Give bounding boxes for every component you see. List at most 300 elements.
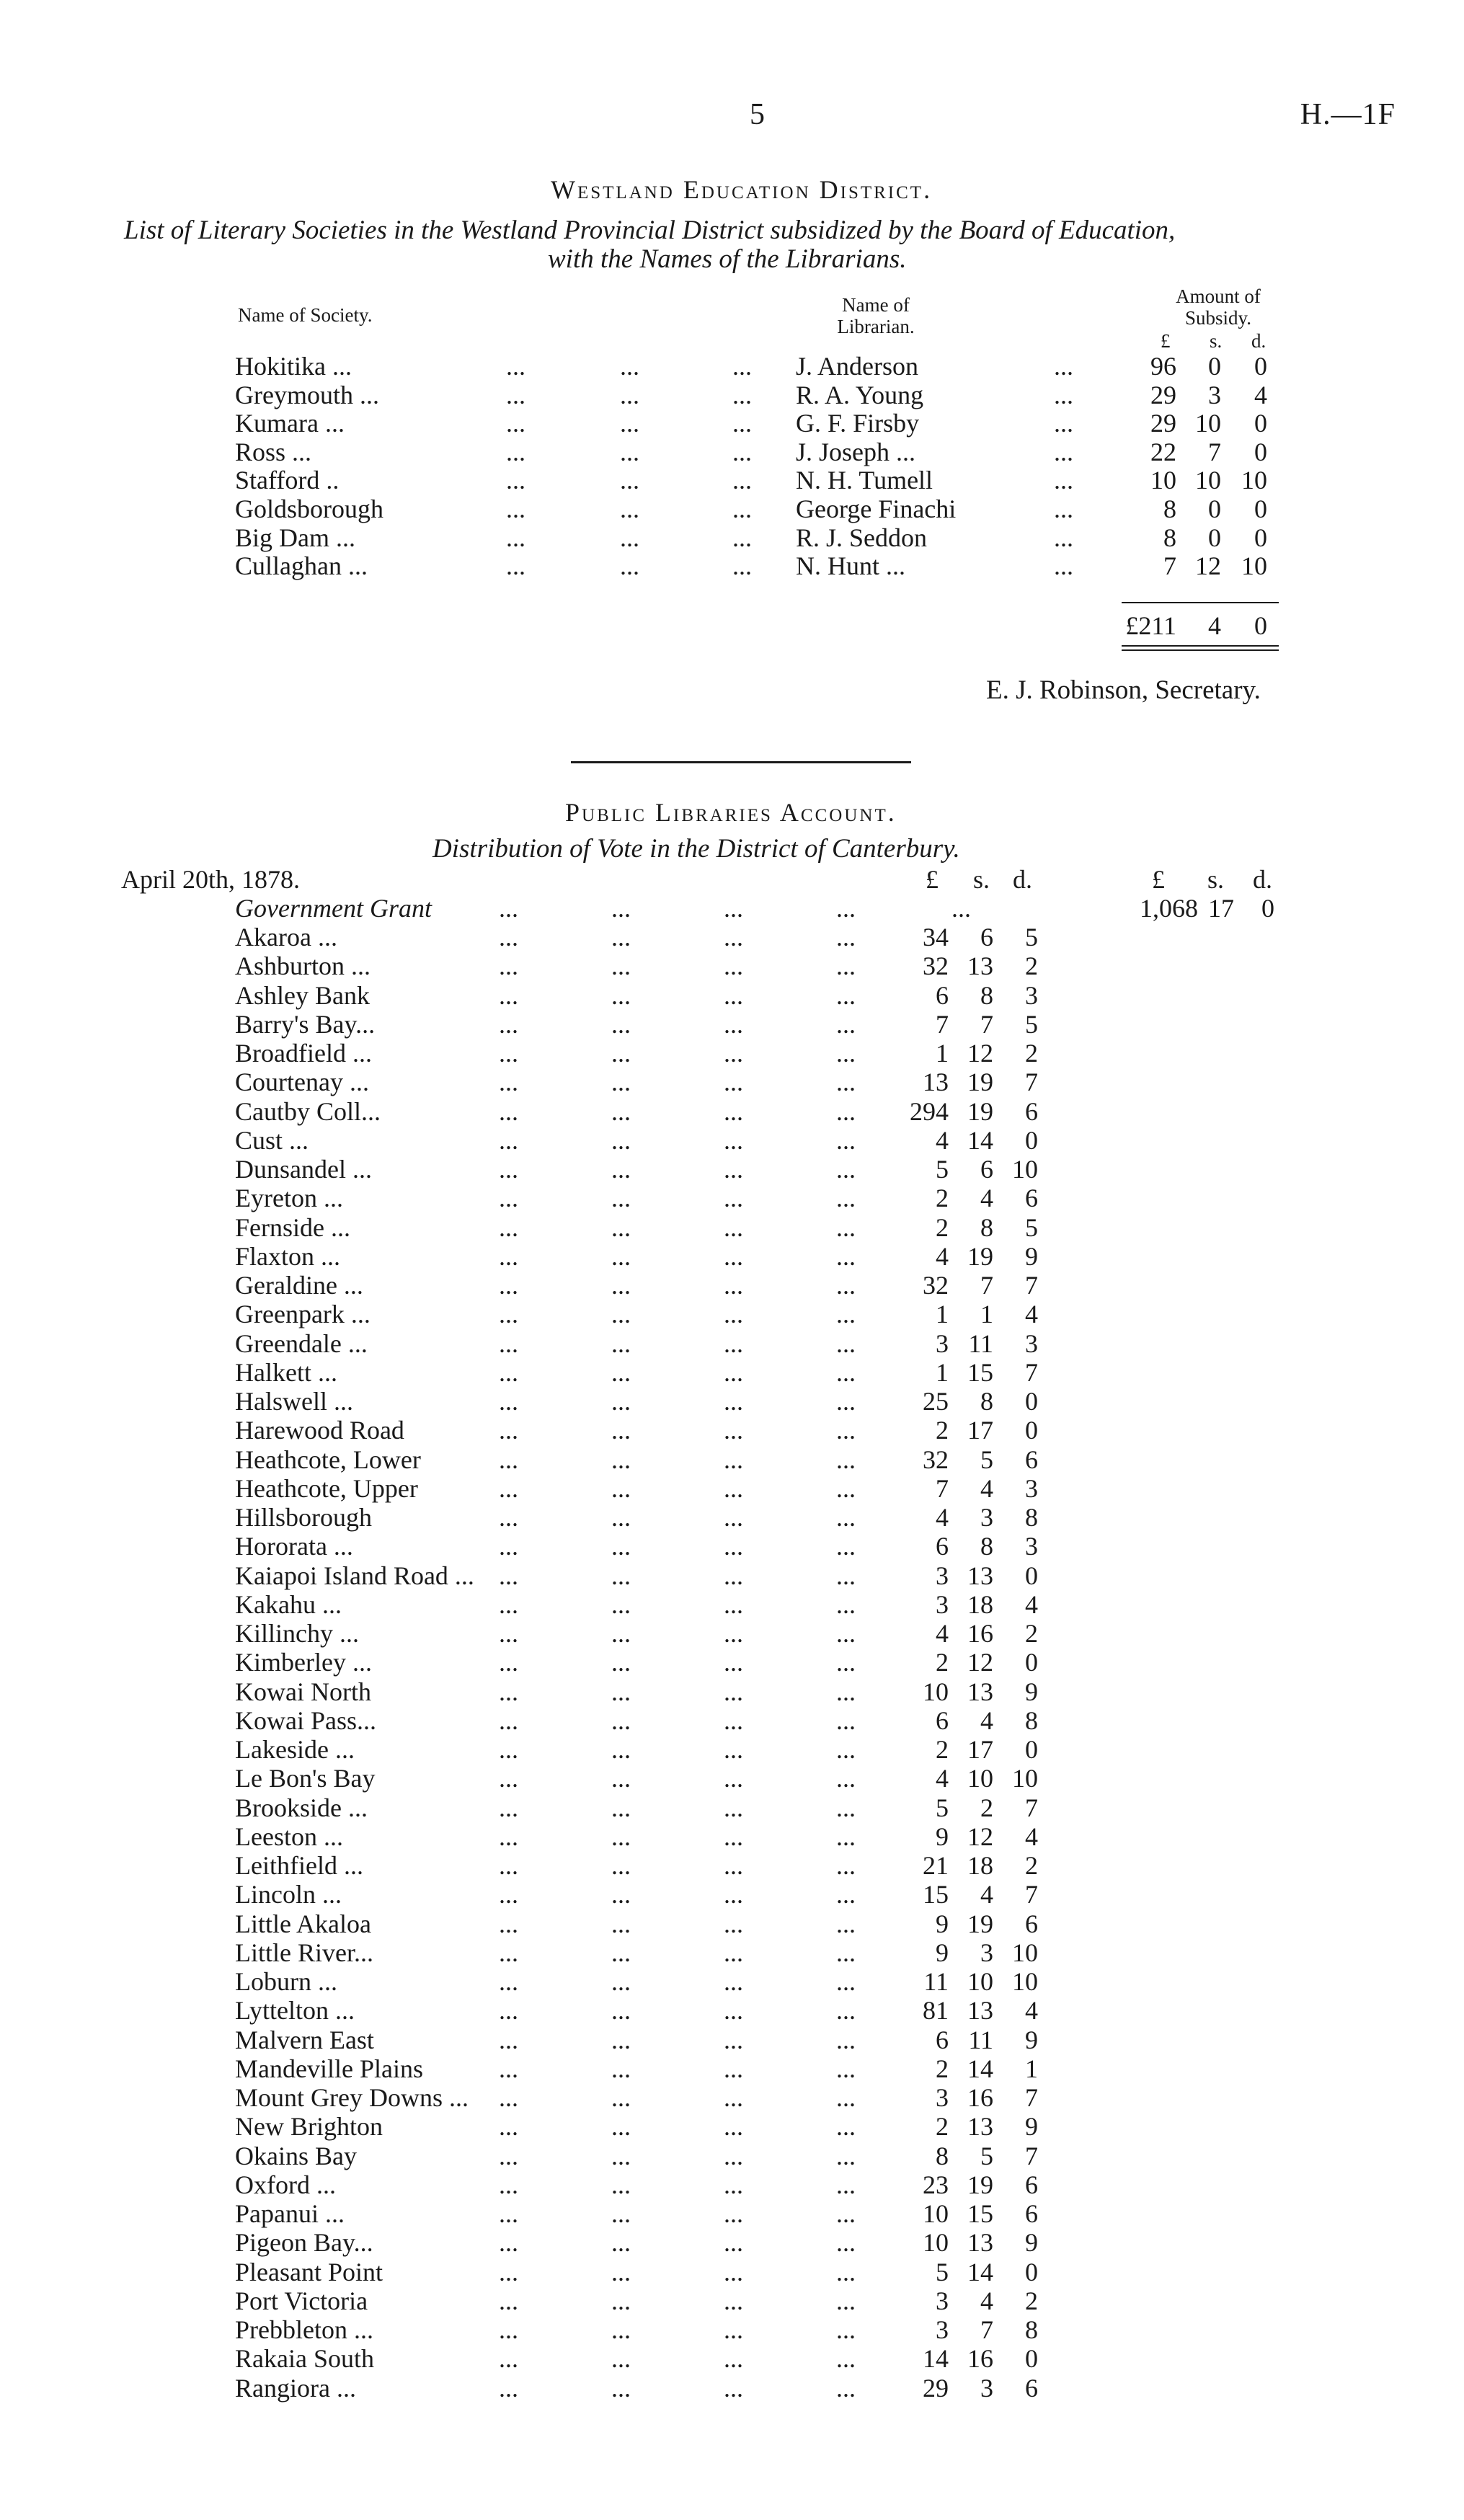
- library-shillings: 5: [980, 1445, 993, 1474]
- library-row: [0, 1387, 1464, 1416]
- library-row: [0, 2374, 1464, 2403]
- library-pence: 7: [1025, 1271, 1038, 1300]
- unit-pence: d.: [1013, 865, 1032, 894]
- library-row: [0, 1329, 1464, 1358]
- leader-dots: ...: [836, 923, 856, 951]
- library-shillings: 16: [967, 2083, 993, 2112]
- library-name: Pigeon Bay...: [235, 2228, 373, 2257]
- libraries-heading: Public Libraries Account.: [565, 798, 897, 827]
- leader-dots: ...: [499, 1851, 518, 1880]
- library-pence: 3: [1025, 981, 1038, 1010]
- library-name: Pleasant Point: [235, 2258, 383, 2286]
- total-rule: [1122, 602, 1279, 603]
- library-pounds: 1: [936, 1300, 949, 1328]
- grant-pounds: 1,068: [1140, 894, 1198, 923]
- leader-dots: ...: [611, 894, 631, 923]
- library-pence: 7: [1025, 1793, 1038, 1822]
- leader-dots: ...: [499, 1329, 518, 1358]
- leader-dots: ...: [836, 1010, 856, 1039]
- library-pence: 7: [1025, 1358, 1038, 1387]
- subsidy-shillings: 10: [1195, 466, 1221, 494]
- library-shillings: 19: [967, 1097, 993, 1126]
- subsidy-pounds: 22: [1150, 438, 1176, 466]
- leader-dots: ...: [506, 466, 525, 494]
- library-shillings: 16: [967, 1619, 993, 1648]
- library-row: [0, 1010, 1464, 1039]
- leader-dots: ...: [611, 1561, 631, 1590]
- library-shillings: 11: [968, 2026, 993, 2054]
- leader-dots: ...: [836, 1445, 856, 1474]
- unit-shillings-total: s.: [1207, 865, 1225, 894]
- subsidy-pounds: 8: [1163, 494, 1176, 523]
- librarian-name: N. Hunt ...: [796, 551, 905, 580]
- library-shillings: 4: [980, 1474, 993, 1503]
- government-grant-label: Government Grant: [235, 894, 432, 923]
- society-row: [0, 381, 1464, 409]
- leader-dots: ...: [724, 2054, 743, 2083]
- library-pence: 7: [1025, 2083, 1038, 2112]
- leader-dots: ...: [620, 551, 639, 580]
- leader-dots: ...: [836, 1648, 856, 1677]
- library-name: Little Akaloa: [235, 1909, 371, 1938]
- westland-subtitle-line2: with the Names of the Librarians.: [548, 244, 907, 274]
- library-shillings: 7: [980, 1010, 993, 1039]
- library-pounds: 2: [936, 2112, 949, 2141]
- leader-dots: ...: [611, 2199, 631, 2228]
- leader-dots: ...: [499, 2344, 518, 2373]
- library-shillings: 17: [967, 1735, 993, 1764]
- leader-dots: ...: [611, 1706, 631, 1735]
- library-pounds: 32: [923, 1271, 949, 1300]
- leader-dots: ...: [836, 2199, 856, 2228]
- library-shillings: 12: [967, 1039, 993, 1068]
- library-name: Barry's Bay...: [235, 1010, 376, 1039]
- leader-dots: ...: [611, 1938, 631, 1967]
- leader-dots: ...: [611, 923, 631, 951]
- subsidy-pence: 4: [1254, 381, 1267, 409]
- library-name: Le Bon's Bay: [235, 1764, 376, 1793]
- society-row: [0, 523, 1464, 552]
- library-shillings: 18: [967, 1851, 993, 1880]
- leader-dots: ...: [724, 1909, 743, 1938]
- library-row: [0, 1503, 1464, 1532]
- leader-dots: ...: [724, 2026, 743, 2054]
- library-name: Okains Bay: [235, 2142, 357, 2170]
- leader-dots: ...: [1054, 494, 1073, 523]
- leader-dots: ...: [499, 1996, 518, 2025]
- library-pounds: 11: [923, 1967, 949, 1996]
- library-shillings: 4: [980, 2286, 993, 2315]
- leader-dots: ...: [732, 466, 752, 494]
- leader-dots: ...: [836, 1474, 856, 1503]
- leader-dots: ...: [611, 1329, 631, 1358]
- library-shillings: 14: [967, 1126, 993, 1155]
- library-pounds: 4: [936, 1619, 949, 1648]
- library-pounds: 14: [923, 2344, 949, 2373]
- library-row: [0, 2170, 1464, 2199]
- subsidy-pence: 0: [1254, 352, 1267, 381]
- leader-dots: ...: [836, 1242, 856, 1271]
- leader-dots: ...: [611, 1213, 631, 1242]
- society-name: Ross ...: [235, 438, 312, 466]
- library-pounds: 3: [936, 2286, 949, 2315]
- library-name: Little River...: [235, 1938, 373, 1967]
- leader-dots: ...: [611, 2026, 631, 2054]
- library-pounds: 2: [936, 1184, 949, 1212]
- library-row: [0, 1532, 1464, 1561]
- library-pounds: 4: [936, 1764, 949, 1793]
- library-row: [0, 1097, 1464, 1126]
- library-pence: 4: [1025, 1822, 1038, 1851]
- leader-dots: ...: [724, 2258, 743, 2286]
- library-row: [0, 2228, 1464, 2257]
- leader-dots: ...: [724, 1996, 743, 2025]
- leader-dots: ...: [611, 1503, 631, 1532]
- leader-dots: ...: [499, 2286, 518, 2315]
- society-name: Hokitika ...: [235, 352, 352, 381]
- library-pounds: 13: [923, 1068, 949, 1096]
- leader-dots: ...: [836, 1851, 856, 1880]
- library-name: Mandeville Plains: [235, 2054, 423, 2083]
- leader-dots: ...: [732, 352, 752, 381]
- leader-dots: ...: [499, 1532, 518, 1561]
- library-row: [0, 2054, 1464, 2083]
- library-shillings: 10: [967, 1967, 993, 1996]
- leader-dots: ...: [732, 438, 752, 466]
- leader-dots: ...: [499, 1068, 518, 1096]
- library-row: [0, 1648, 1464, 1677]
- leader-dots: ...: [836, 1764, 856, 1793]
- leader-dots: ...: [499, 2142, 518, 2170]
- society-row: [0, 466, 1464, 494]
- library-name: Heathcote, Lower: [235, 1445, 421, 1474]
- leader-dots: ...: [611, 2258, 631, 2286]
- leader-dots: ...: [724, 1474, 743, 1503]
- leader-dots: ...: [611, 1851, 631, 1880]
- library-name: Papanui ...: [235, 2199, 345, 2228]
- leader-dots: ...: [499, 1155, 518, 1184]
- leader-dots: ...: [724, 1010, 743, 1039]
- leader-dots: ...: [724, 1619, 743, 1648]
- library-pounds: 2: [936, 1735, 949, 1764]
- leader-dots: ...: [836, 1387, 856, 1416]
- library-name: Leeston ...: [235, 1822, 343, 1851]
- leader-dots: ...: [732, 523, 752, 552]
- leader-dots: ...: [499, 2199, 518, 2228]
- leader-dots: ...: [836, 2286, 856, 2315]
- library-name: Mount Grey Downs ...: [235, 2083, 469, 2112]
- library-row: [0, 1300, 1464, 1328]
- library-name: Leithfield ...: [235, 1851, 363, 1880]
- library-pounds: 7: [936, 1474, 949, 1503]
- leader-dots: ...: [836, 2054, 856, 2083]
- leader-dots: ...: [1054, 466, 1073, 494]
- library-pence: 1: [1025, 2054, 1038, 2083]
- library-pounds: 5: [936, 1155, 949, 1184]
- leader-dots: ...: [836, 1561, 856, 1590]
- column-header-society: Name of Society.: [238, 304, 373, 326]
- library-pence: 0: [1025, 1561, 1038, 1590]
- library-shillings: 18: [967, 1590, 993, 1619]
- leader-dots: ...: [724, 1387, 743, 1416]
- library-name: Killinchy ...: [235, 1619, 359, 1648]
- library-name: Flaxton ...: [235, 1242, 341, 1271]
- leader-dots: ...: [836, 2344, 856, 2373]
- westland-heading: Westland Education District.: [551, 175, 933, 204]
- library-row: [0, 1213, 1464, 1242]
- leader-dots: ...: [620, 466, 639, 494]
- leader-dots: ...: [724, 2374, 743, 2403]
- library-shillings: 19: [967, 1909, 993, 1938]
- leader-dots: ...: [1054, 352, 1073, 381]
- libraries-subtitle: Distribution of Vote in the District of Canterbury.: [432, 834, 960, 864]
- leader-dots: ...: [620, 523, 639, 552]
- leader-dots: ...: [611, 1271, 631, 1300]
- society-row: [0, 551, 1464, 580]
- leader-dots: ...: [724, 951, 743, 980]
- leader-dots: ...: [506, 381, 525, 409]
- librarian-name: R. J. Seddon: [796, 523, 928, 552]
- leader-dots: ...: [620, 352, 639, 381]
- leader-dots: ...: [724, 2170, 743, 2199]
- subsidy-pence: 0: [1254, 523, 1267, 552]
- government-grant-row: [0, 894, 1464, 923]
- library-name: Lyttelton ...: [235, 1996, 355, 2025]
- library-shillings: 13: [967, 2228, 993, 2257]
- leader-dots: ...: [836, 1590, 856, 1619]
- library-row: [0, 1880, 1464, 1909]
- library-pence: 5: [1025, 923, 1038, 951]
- library-pounds: 3: [936, 1590, 949, 1619]
- subsidy-shillings: 12: [1195, 551, 1221, 580]
- library-shillings: 12: [967, 1822, 993, 1851]
- library-name: Loburn ...: [235, 1967, 337, 1996]
- library-shillings: 13: [967, 1677, 993, 1706]
- leader-dots: ...: [724, 981, 743, 1010]
- leader-dots: ...: [499, 981, 518, 1010]
- library-name: Lakeside ...: [235, 1735, 355, 1764]
- library-row: [0, 1996, 1464, 2025]
- total-shillings: 4: [1208, 611, 1221, 640]
- leader-dots: ...: [836, 1735, 856, 1764]
- library-row: [0, 1039, 1464, 1068]
- library-name: Malvern East: [235, 2026, 374, 2054]
- leader-dots: ...: [724, 1300, 743, 1328]
- leader-dots: ...: [499, 1706, 518, 1735]
- library-shillings: 10: [967, 1764, 993, 1793]
- subsidy-pence: 0: [1254, 409, 1267, 438]
- library-row: [0, 1822, 1464, 1851]
- leader-dots: ...: [611, 2286, 631, 2315]
- library-row: [0, 1155, 1464, 1184]
- subsidy-shillings: 7: [1208, 438, 1221, 466]
- leader-dots: ...: [499, 1648, 518, 1677]
- library-shillings: 13: [967, 2112, 993, 2141]
- leader-dots: ...: [506, 551, 525, 580]
- library-shillings: 4: [980, 1880, 993, 1909]
- leader-dots: ...: [836, 2258, 856, 2286]
- library-pence: 6: [1025, 2170, 1038, 2199]
- library-pence: 0: [1025, 1416, 1038, 1445]
- library-name: Ashburton ...: [235, 951, 371, 980]
- subsidy-shillings: 3: [1208, 381, 1221, 409]
- leader-dots: ...: [836, 1996, 856, 2025]
- library-row: [0, 981, 1464, 1010]
- leader-dots: ...: [499, 2170, 518, 2199]
- library-shillings: 6: [980, 923, 993, 951]
- leader-dots: ...: [724, 2344, 743, 2373]
- leader-dots: ...: [836, 1822, 856, 1851]
- leader-dots: ...: [499, 1097, 518, 1126]
- leader-dots: ...: [836, 1155, 856, 1184]
- leader-dots: ...: [611, 1416, 631, 1445]
- library-pounds: 6: [936, 2026, 949, 2054]
- leader-dots: ...: [724, 2142, 743, 2170]
- leader-dots: ...: [499, 1735, 518, 1764]
- library-pounds: 9: [936, 1909, 949, 1938]
- library-row: [0, 1793, 1464, 1822]
- leader-dots: ...: [611, 1068, 631, 1096]
- leader-dots: ...: [724, 1503, 743, 1532]
- library-row: [0, 923, 1464, 951]
- library-name: Cautby Coll...: [235, 1097, 381, 1126]
- library-shillings: 15: [967, 1358, 993, 1387]
- leader-dots: ...: [611, 2228, 631, 2257]
- library-name: Hillsborough: [235, 1503, 373, 1532]
- library-pence: 8: [1025, 1503, 1038, 1532]
- subsidy-shillings: 0: [1208, 523, 1221, 552]
- library-name: Kakahu ...: [235, 1590, 342, 1619]
- library-pounds: 4: [936, 1126, 949, 1155]
- leader-dots: ...: [836, 2026, 856, 2054]
- library-pounds: 2: [936, 1648, 949, 1677]
- library-name: Greenpark ...: [235, 1300, 371, 1328]
- library-name: Akaroa ...: [235, 923, 337, 951]
- library-pence: 6: [1025, 1445, 1038, 1474]
- leader-dots: ...: [724, 1213, 743, 1242]
- leader-dots: ...: [724, 1097, 743, 1126]
- library-pounds: 10: [923, 2199, 949, 2228]
- library-pence: 9: [1025, 2026, 1038, 2054]
- library-pence: 3: [1025, 1474, 1038, 1503]
- subsidy-shillings: 0: [1208, 494, 1221, 523]
- library-shillings: 5: [980, 2142, 993, 2170]
- library-pounds: 9: [936, 1822, 949, 1851]
- leader-dots: ...: [611, 1677, 631, 1706]
- leader-dots: ...: [499, 1503, 518, 1532]
- leader-dots: ...: [611, 1097, 631, 1126]
- leader-dots: ...: [724, 1561, 743, 1590]
- subsidy-pence: 0: [1254, 494, 1267, 523]
- subsidy-pence: 0: [1254, 438, 1267, 466]
- subsidy-pence: 10: [1241, 466, 1267, 494]
- library-shillings: 15: [967, 2199, 993, 2228]
- leader-dots: ...: [611, 2112, 631, 2141]
- leader-dots: ...: [499, 1126, 518, 1155]
- leader-dots: ...: [611, 2083, 631, 2112]
- library-pounds: 3: [936, 1329, 949, 1358]
- leader-dots: ...: [836, 1126, 856, 1155]
- leader-dots: ...: [611, 2374, 631, 2403]
- leader-dots: ...: [724, 1126, 743, 1155]
- column-header-librarian-line1: Name of: [842, 294, 910, 316]
- library-shillings: 8: [980, 1532, 993, 1561]
- library-row: [0, 1706, 1464, 1735]
- leader-dots: ...: [836, 1619, 856, 1648]
- library-row: [0, 1677, 1464, 1706]
- library-row: [0, 1619, 1464, 1648]
- library-shillings: 8: [980, 981, 993, 1010]
- library-name: Kowai North: [235, 1677, 371, 1706]
- library-row: [0, 2344, 1464, 2373]
- leader-dots: ...: [499, 1590, 518, 1619]
- leader-dots: ...: [499, 1764, 518, 1793]
- leader-dots: ...: [836, 1039, 856, 1068]
- library-row: [0, 2026, 1464, 2054]
- leader-dots: ...: [506, 352, 525, 381]
- leader-dots: ...: [499, 2026, 518, 2054]
- leader-dots: ...: [724, 1938, 743, 1967]
- library-pounds: 8: [936, 2142, 949, 2170]
- leader-dots: ...: [499, 1938, 518, 1967]
- library-row: [0, 1445, 1464, 1474]
- librarian-name: George Finachi: [796, 494, 957, 523]
- leader-dots: ...: [724, 894, 743, 923]
- leader-dots: ...: [499, 1909, 518, 1938]
- leader-dots: ...: [611, 951, 631, 980]
- library-pence: 0: [1025, 1387, 1038, 1416]
- leader-dots: ...: [724, 1416, 743, 1445]
- leader-dots: ...: [499, 2054, 518, 2083]
- library-pounds: 7: [936, 1010, 949, 1039]
- document-code: H.—1F: [1300, 98, 1396, 131]
- leader-dots: ...: [611, 1996, 631, 2025]
- library-name: Dunsandel ...: [235, 1155, 372, 1184]
- library-name: Cust ...: [235, 1126, 309, 1155]
- library-shillings: 14: [967, 2054, 993, 2083]
- library-row: [0, 1474, 1464, 1503]
- leader-dots: ...: [499, 1213, 518, 1242]
- subsidy-pounds: 96: [1150, 352, 1176, 381]
- leader-dots: ...: [732, 551, 752, 580]
- column-header-amount-line2: Subsidy.: [1184, 307, 1252, 329]
- library-name: Halkett ...: [235, 1358, 337, 1387]
- leader-dots: ...: [499, 2374, 518, 2403]
- grant-pence: 0: [1261, 894, 1274, 923]
- unit-pounds-total: £: [1152, 865, 1165, 894]
- leader-dots: ...: [611, 2054, 631, 2083]
- leader-dots: ...: [611, 1967, 631, 1996]
- library-row: [0, 951, 1464, 980]
- society-name: Goldsborough: [235, 494, 383, 523]
- library-name: Kowai Pass...: [235, 1706, 376, 1735]
- leader-dots: ...: [611, 2315, 631, 2344]
- library-name: Geraldine ...: [235, 1271, 363, 1300]
- library-name: Heathcote, Upper: [235, 1474, 418, 1503]
- leader-dots: ...: [724, 1590, 743, 1619]
- library-row: [0, 2286, 1464, 2315]
- library-pence: 4: [1025, 1300, 1038, 1328]
- leader-dots: ...: [611, 1358, 631, 1387]
- leader-dots: ...: [499, 2228, 518, 2257]
- leader-dots: ...: [611, 1445, 631, 1474]
- leader-dots: ...: [499, 1445, 518, 1474]
- leader-dots: ...: [1054, 551, 1073, 580]
- leader-dots: ...: [836, 1938, 856, 1967]
- library-pence: 10: [1012, 1155, 1038, 1184]
- total-double-rule-bottom: [1122, 649, 1279, 651]
- subsidy-pounds: 7: [1163, 551, 1176, 580]
